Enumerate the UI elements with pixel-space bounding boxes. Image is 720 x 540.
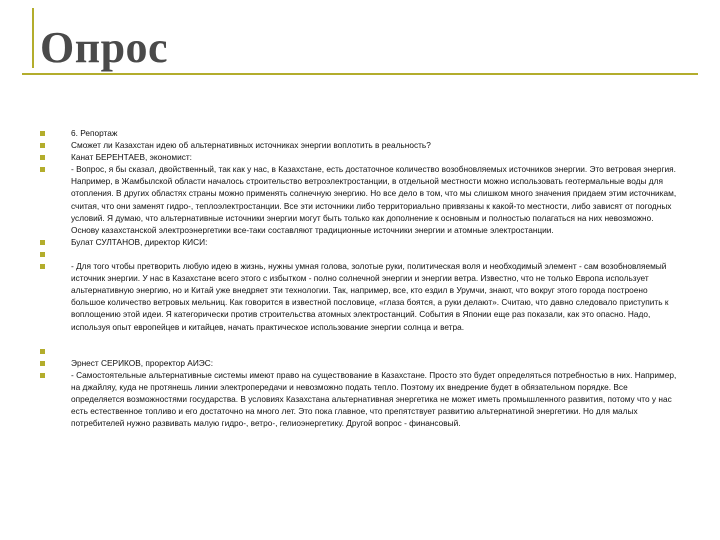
list-item [40,248,680,260]
list-item-text: - Самостоятельные альтернативные системы имеют право на существование в Казахстане. Просто это будет определяться потребностью в них. Например, на джайляу, куда не протянешь линии электропередачи и невозможно подать тепло. Поэтому их внедрение будет в обязательном порядке. Все определяется возможностями государства. В условиях Казахстана альтернативная энергетика не может иметь промышленного развития, потому что у нас есть естественное топливо и его достаточно на много лет. Это пока главное, что препятствует развитию альтернатиной энергетики. Но для малых потребителей нужно развивать малую гидро-, ветро-, гелиоэнергетику. Другой вопрос - финансовый. [71,369,677,429]
title-accent-vertical-line [32,8,34,68]
list-item [40,357,680,369]
list-item [40,236,680,248]
square-bullet-icon [40,264,45,269]
list-item-text: 6. Репортаж [71,128,118,138]
title-accent-horizontal-line [22,73,698,75]
list-item [40,369,680,429]
square-bullet-icon [40,349,45,354]
square-bullet-icon [40,167,45,172]
square-bullet-icon [40,240,45,245]
list-item-text: - Для того чтобы претворить любую идею в жизнь, нужны умная голова, золотые руки, политическая воля и необходимый элемент - сам возобновляемый источник энергии. У нас в Казахстане всего этого с избытком - полно солнечной энергии и энергии ветра. Известно, что не только Европа использует альтернативную энергию, но и Китай уже внедряет эти технологии. Так, например, все, кто ездил в Урумчи, знают, что вокруг этого города построено большое количество ветровых мельниц. Как говорится в известной пословице, «глаза боятся, а руки делают». Считаю, что давно следовало приступить к воплощению этой идеи. Я категорически против строительства атомных электростанций. События в Японии еще раз показали, как это опасно. Надо, используя опыт европейцев и китайцев, начать практическое использование энергии солнца и ветра. [71,261,669,332]
slide-title: Опрос [40,23,169,72]
list-item [40,151,680,163]
list-item-text: Сможет ли Казахстан идею об альтернативных источниках энергии воплотить в реальность? [71,140,431,151]
list-item [40,333,680,345]
list-item-text: Канат БЕРЕНТАЕВ, экономист: [71,152,192,163]
square-bullet-icon [40,252,45,257]
list-item [40,163,680,236]
square-bullet-icon [40,131,45,136]
square-bullet-icon [40,373,45,378]
slide-body [40,127,680,429]
square-bullet-icon [40,143,45,148]
list-item-text: Эрнест СЕРИКОВ, проректор АИЭС: [71,357,214,368]
list-item [40,139,680,151]
square-bullet-icon [40,155,45,160]
list-item [40,127,680,139]
list-item [40,345,680,357]
list-item-text: Булат СУЛТАНОВ, директор КИСИ: [71,236,208,247]
square-bullet-icon [40,361,45,366]
list-item-text: - Вопрос, я бы сказал, двойственный, так как у нас, в Казахстане, есть достаточное количество возобновляемых источников энергии. Это ветровая энергия. Например, в Жамбылской области началось строительство ветроэлектростанции, в отдельной местности можно использовать геотермальные воды для отопления. В других областях страны можно применять солнечную энергию. Но все дело в том, что мы слишком много значения придаем этим источникам, считая, что они заменят гидро-, теплоэлектростанции. Все эти источники либо территориально привязаны к какой-то местности, либо зависят от погодных условий. Я думаю, что альтернативные источники энергии могут быть только как дополнение к основным и полностью полагаться на них невозможно. Основу казахстанской электроэнергетики все-таки составляют традиционные источники энергии и атомные электростанции. [71,164,677,235]
list-item [40,260,680,333]
